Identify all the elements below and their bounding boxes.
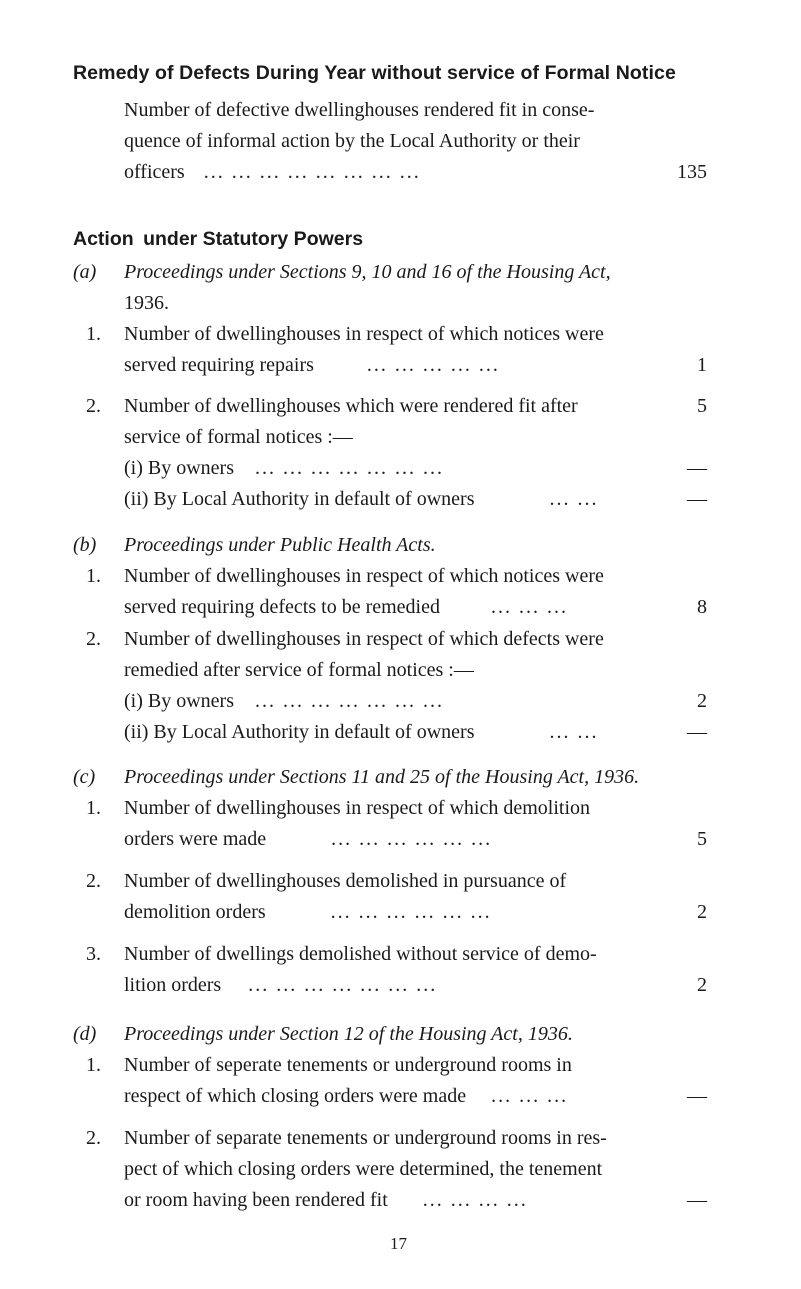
item-number: 2.: [86, 395, 101, 417]
sub-item-value: —: [687, 721, 707, 743]
item-text-line-1: Number of dwellings demolished without service of demo-: [124, 943, 597, 965]
item-number: 2.: [86, 1127, 101, 1149]
leader-dots: ... ... ... ... ... ...: [330, 901, 492, 923]
section-a-marker: (a): [73, 261, 97, 283]
item-text-line-2: lition orders: [124, 974, 222, 996]
item-text-line-2: remedied after service of formal notices :—: [124, 659, 474, 681]
item-text-line-1: Number of dwellinghouses in respect of which demolition: [124, 797, 591, 819]
leader-dots: ... ...: [549, 721, 599, 743]
item-value: 8: [697, 596, 707, 618]
item-text-line-2: demolition orders: [124, 901, 266, 923]
item-text-line-1: Number of separate tenements or underground rooms in res-: [124, 1127, 607, 1149]
item-number: 3.: [86, 943, 101, 965]
section-b-heading: Proceedings under Public Health Acts.: [124, 534, 436, 556]
section-heading-a: Action: [73, 228, 134, 250]
item-value: —: [687, 1085, 707, 1107]
section-a-heading-line-2: 1936.: [124, 292, 169, 314]
item-text-line-2: served requiring repairs: [124, 354, 314, 376]
leader-dots: ... ... ... ... ... ... ... ...: [203, 161, 421, 183]
sub-item-label: (i) By owners: [124, 690, 234, 712]
item-value: 1: [697, 354, 707, 376]
informal-value: 135: [677, 161, 707, 183]
leader-dots: ... ... ... ... ... ...: [331, 828, 493, 850]
sub-item-value: 2: [697, 690, 707, 712]
page-number: 17: [390, 1234, 407, 1253]
sub-item-value: —: [687, 457, 707, 479]
leader-dots: ... ...: [549, 488, 599, 510]
item-text-line-2: respect of which closing orders were made: [124, 1085, 467, 1107]
section-heading: [73, 228, 363, 251]
item-text-line-1: Number of dwellinghouses in respect of which notices were: [124, 565, 604, 587]
leader-dots: ... ... ... ...: [422, 1189, 528, 1211]
item-text-line-3: or room having been rendered fit: [124, 1189, 388, 1211]
leader-dots: ... ... ...: [491, 1085, 569, 1107]
item-text-line-1: Number of dwellinghouses in respect of which defects were: [124, 628, 604, 650]
section-d-heading: Proceedings under Section 12 of the Housing Act, 1936.: [124, 1023, 573, 1045]
sub-item-value: —: [687, 488, 707, 510]
page-title: Remedy of Defects During Year without service of Formal Notice: [73, 62, 676, 84]
leader-dots: ... ... ... ... ... ... ...: [254, 457, 444, 479]
leader-dots: ... ... ... ... ... ... ...: [254, 690, 444, 712]
item-value: 5: [697, 828, 707, 850]
item-text-line-2: service of formal notices :—: [124, 426, 353, 448]
sub-item-label: (ii) By Local Authority in default of owners: [124, 721, 475, 743]
informal-text-line-3: officers: [124, 161, 185, 183]
item-value: 2: [697, 974, 707, 996]
leader-dots: ... ... ...: [490, 596, 568, 618]
section-c-marker: (c): [73, 766, 96, 788]
item-text-line-2: orders were made: [124, 828, 267, 850]
leader-dots: ... ... ... ... ...: [366, 354, 500, 376]
item-text-line-2: pect of which closing orders were determined, the tenement: [124, 1158, 603, 1180]
section-a-heading: Proceedings under Sections 9, 10 and 16 of the Housing Act,: [124, 261, 611, 283]
item-number: 1.: [86, 323, 101, 345]
item-text-line-1: Number of dwellinghouses demolished in pursuance of: [124, 870, 567, 892]
section-b-marker: (b): [73, 534, 97, 556]
item-value: —: [687, 1189, 707, 1211]
item-number: 1.: [86, 565, 101, 587]
item-text-line-2: served requiring defects to be remedied: [124, 596, 440, 618]
item-value: 2: [697, 901, 707, 923]
item-number: 2.: [86, 628, 101, 650]
item-number: 1.: [86, 1054, 101, 1076]
item-text-line-1: Number of dwellinghouses which were rendered fit after: [124, 395, 578, 417]
item-text-line-1: Number of dwellinghouses in respect of which notices were: [124, 323, 604, 345]
item-number: 2.: [86, 870, 101, 892]
item-number: 1.: [86, 797, 101, 819]
item-text-line-1: Number of seperate tenements or underground rooms in: [124, 1054, 572, 1076]
informal-text-line-2: quence of informal action by the Local Authority or their: [124, 130, 580, 152]
sub-item-label: (ii) By Local Authority in default of owners: [124, 488, 475, 510]
section-d-marker: (d): [73, 1023, 97, 1045]
informal-text-line-1: Number of defective dwellinghouses rendered fit in conse-: [124, 99, 595, 121]
sub-item-label: (i) By owners: [124, 457, 234, 479]
item-value: 5: [697, 395, 707, 417]
section-heading-b: under Statutory Powers: [143, 228, 364, 250]
section-c-heading: Proceedings under Sections 11 and 25 of the Housing Act, 1936.: [124, 766, 640, 788]
leader-dots: ... ... ... ... ... ... ...: [248, 974, 438, 996]
